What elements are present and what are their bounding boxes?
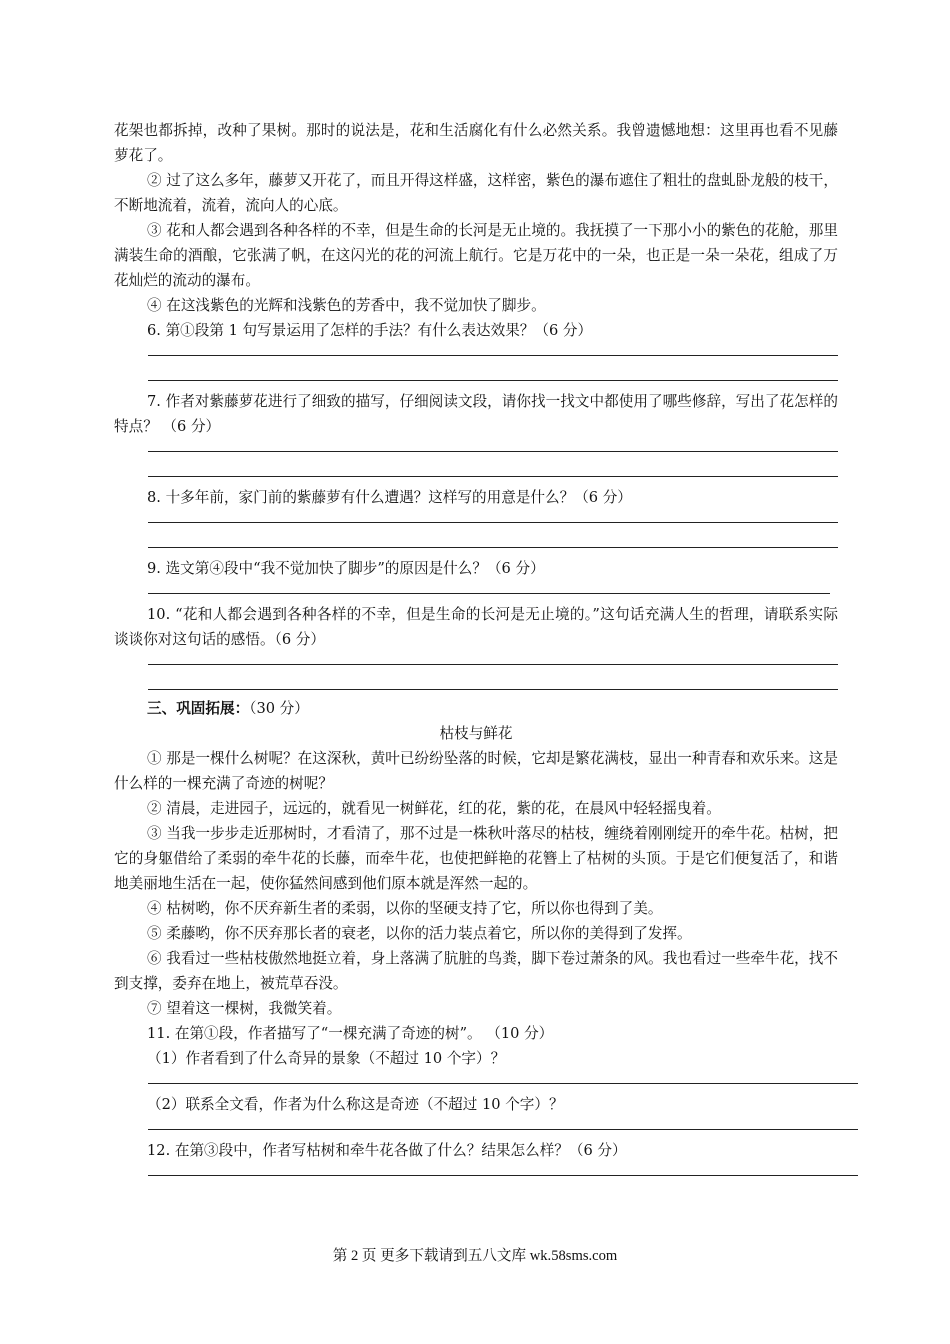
passage-paragraph: ⑦ 望着这一棵树，我微笑着。 — [147, 1000, 342, 1017]
question-12: 12. 在第③段中，作者写枯树和牵牛花各做了什么？结果怎么样？（6 分） — [147, 1142, 627, 1159]
question-6: 6. 第①段第 1 句写景运用了怎样的手法？有什么表达效果？（6 分） — [147, 322, 593, 339]
section-heading-label: 三、巩固拓展： — [147, 700, 250, 717]
passage-paragraph: ⑤ 柔藤哟，你不厌弃那长者的衰老，以你的活力装点着它，所以你的美得到了发挥。 — [147, 925, 692, 942]
question-11-2: （2）联系全文看，作者为什么称这是奇迹（不超过 10 个字）？ — [147, 1096, 564, 1113]
answer-line[interactable] — [148, 380, 838, 381]
answer-line[interactable] — [148, 476, 838, 477]
question-9: 9. 选文第④段中“我不觉加快了脚步”的原因是什么？（6 分） — [147, 560, 545, 577]
answer-line[interactable] — [148, 451, 838, 452]
passage-paragraph: ② 过了这么多年，藤萝又开花了，而且开得这样盛，这样密，紫色的瀑布遮住了粗壮的盘虬卧龙般的枝干，不断地流着，流着，流向人的心底。 — [114, 172, 838, 214]
answer-line[interactable] — [148, 355, 838, 356]
passage-paragraph: ④ 枯树哟，你不厌弃新生者的柔弱，以你的坚硬支持了它，所以你也得到了美。 — [147, 900, 663, 917]
passage-paragraph: 花架也都拆掉，改种了果树。那时的说法是，花和生活腐化有什么必然关系。我曾遗憾地想：这里再也看不见藤萝花了。 — [114, 122, 838, 164]
question-10: 10. “花和人都会遇到各种各样的不幸，但是生命的长河是无止境的。”这句话充满人生的哲理，请联系实际谈谈你对这句话的感悟。（6 分） — [114, 606, 838, 648]
question-11: 11. 在第①段，作者描写了“一棵充满了奇迹的树”。 （10 分） — [147, 1025, 554, 1042]
passage-title: 枯枝与鲜花 — [439, 725, 513, 742]
answer-line[interactable] — [148, 547, 838, 548]
passage-paragraph: ③ 花和人都会遇到各种各样的不幸，但是生命的长河是无止境的。我抚摸了一下那小小的紫色的花舱，那里满装生命的酒酿，它张满了帆，在这闪光的花的河流上航行。它是万花中的一朵，也正是一朵一朵花，组成了万花灿烂的流动的瀑布。 — [114, 222, 838, 289]
passage-paragraph: ③ 当我一步步走近那树时，才看清了，那不过是一株秋叶落尽的枯枝，缠绕着刚刚绽开的牵牛花。枯树，把它的身躯借给了柔弱的牵牛花的长藤，而牵牛花，也使把鲜艳的花簪上了枯树的头顶。于是它们便复活了，和谐地美丽地生活在一起，使你猛然间感到他们原本就是浑然一起的。 — [114, 825, 838, 892]
answer-line[interactable] — [148, 664, 838, 665]
question-11-1: （1）作者看到了什么奇异的景象（不超过 10 个字）？ — [147, 1050, 506, 1067]
question-8: 8. 十多年前，家门前的紫藤萝有什么遭遇？这样写的用意是什么？（6 分） — [147, 489, 632, 506]
answer-line[interactable] — [148, 1129, 858, 1130]
answer-line[interactable] — [148, 593, 830, 594]
answer-line[interactable] — [148, 1083, 858, 1084]
page-footer: 第 2 页 更多下载请到五八文库 wk.58sms.com — [332, 1248, 618, 1264]
question-7: 7. 作者对紫藤萝花进行了细致的描写，仔细阅读文段，请你找一找文中都使用了哪些修辞，写出了花怎样的特点？ （6 分） — [114, 393, 838, 435]
document-page — [114, 118, 838, 1176]
section-heading — [114, 696, 838, 721]
passage-paragraph: ① 那是一棵什么树呢？在这深秋，黄叶已纷纷坠落的时候，它却是繁花满枝，显出一种青春和欢乐来。这是什么样的一棵充满了奇迹的树呢？ — [114, 750, 838, 792]
passage-paragraph: ④ 在这浅紫色的光辉和浅紫色的芳香中，我不觉加快了脚步。 — [147, 297, 546, 314]
section-heading-score: （30 分） — [249, 700, 309, 717]
passage-paragraph: ⑥ 我看过一些枯枝傲然地挺立着，身上落满了肮脏的鸟粪，脚下卷过萧条的风。我也看过一些牵牛花，找不到支撑，委弃在地上，被荒草吞没。 — [114, 950, 838, 992]
answer-line[interactable] — [148, 689, 838, 690]
answer-line[interactable] — [148, 1175, 858, 1176]
passage-paragraph: ② 清晨，走进园子，远远的，就看见一树鲜花，红的花，紫的花，在晨风中轻轻摇曳着。 — [147, 800, 721, 817]
answer-line[interactable] — [148, 522, 838, 523]
